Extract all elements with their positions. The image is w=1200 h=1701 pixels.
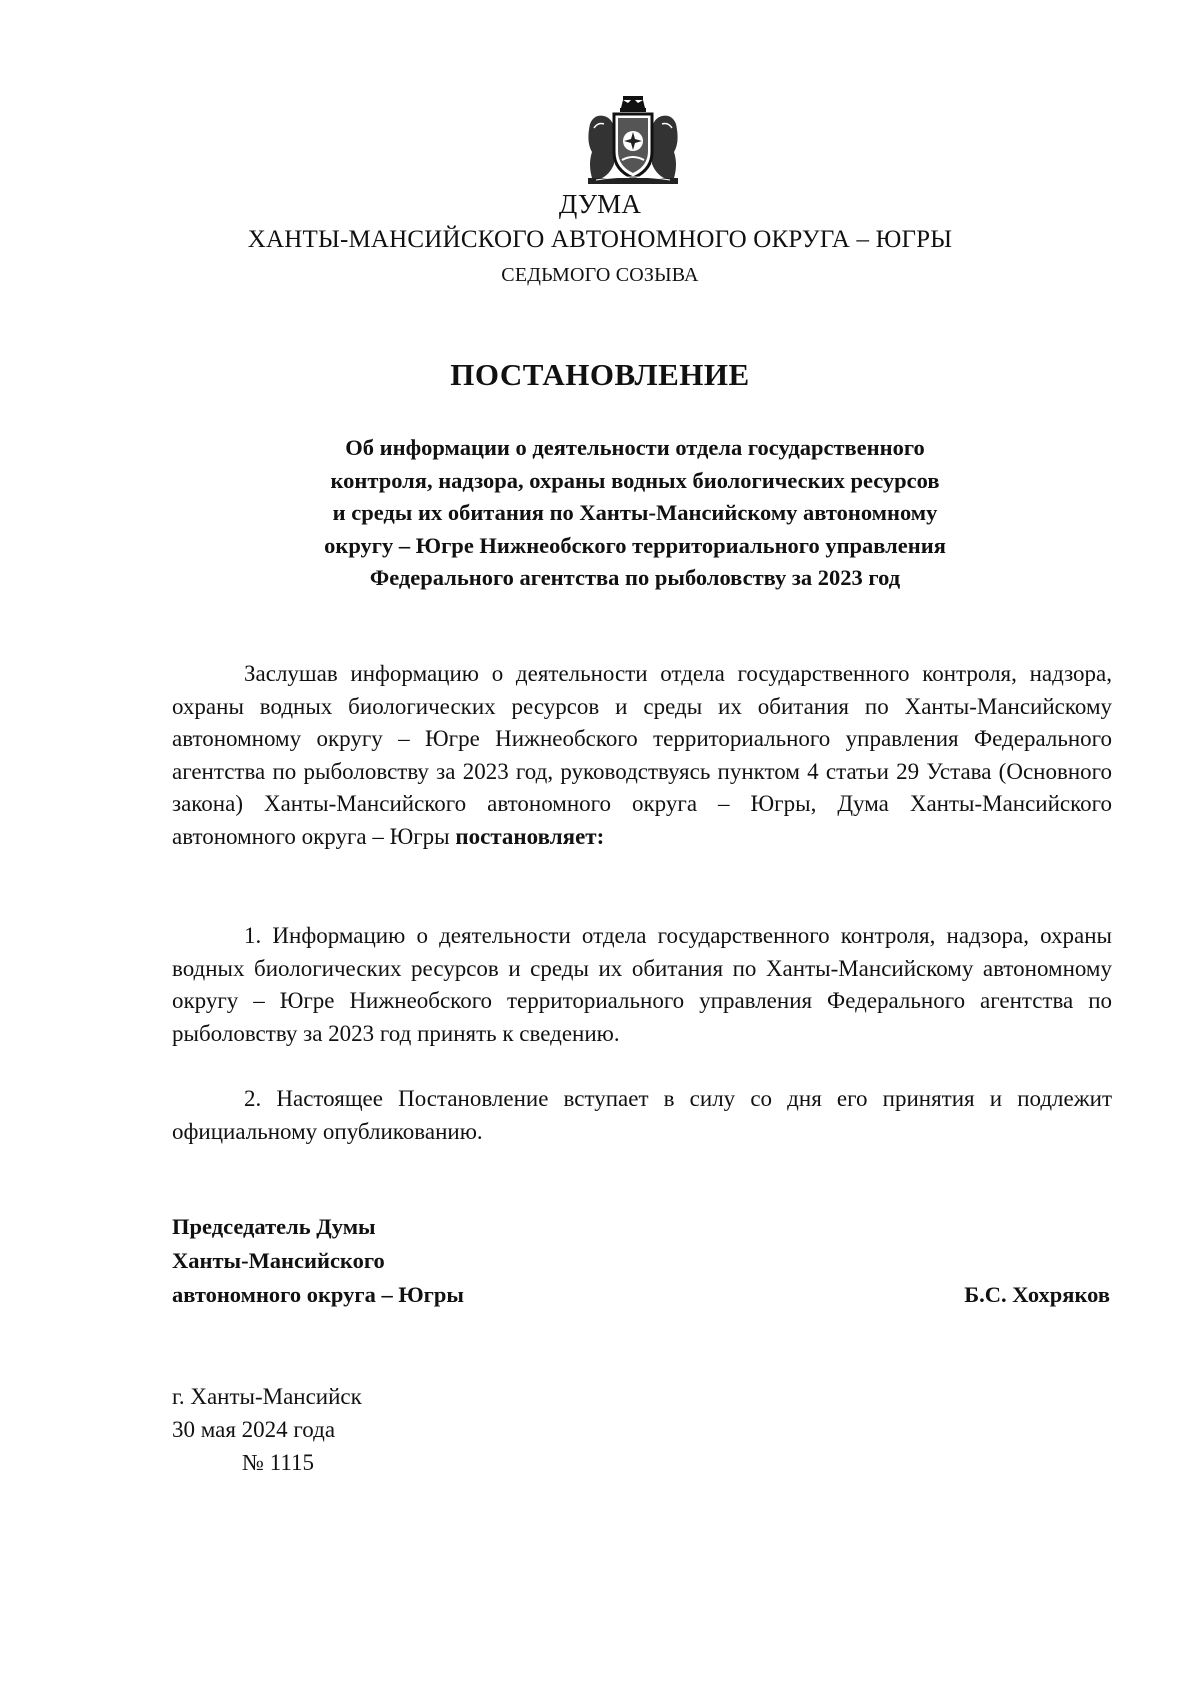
coat-of-arms-icon <box>584 94 682 186</box>
subject-line: округу – Югре Нижнеобского территориального управления <box>324 532 946 558</box>
signatory-position <box>172 1210 464 1312</box>
org-name: ДУМА <box>558 189 642 219</box>
resolution-item-1: 1. Информацию о деятельности отдела государственного контроля, надзора, охраны водных биологических ресурсов и среды их обитания по Ханты-Мансийскому автономному округу – Югре Нижнеобского территориального управления Федерального агентства по рыболовству за 2023 год принять к сведению. <box>172 923 1112 1046</box>
region-name: ХАНТЫ-МАНСИЙСКОГО АВТОНОМНОГО ОКРУГА – ЮГРЫ <box>247 226 953 253</box>
document-number: № 1115 <box>242 1450 314 1475</box>
signatory-position-line: Ханты-Мансийского <box>172 1248 385 1273</box>
convocation: СЕДЬМОГО СОЗЫВА <box>501 264 699 286</box>
signatory-position-line: Председатель Думы <box>172 1214 376 1239</box>
subject-line: Об информации о деятельности отдела государственного <box>345 435 925 460</box>
subject-line: контроля, надзора, охраны водных биологических ресурсов <box>330 467 940 493</box>
document-type-heading: ПОСТАНОВЛЕНИЕ <box>450 357 750 392</box>
preamble-verb: постановляет: <box>455 823 605 849</box>
signatory-name: Б.С. Хохряков <box>964 1282 1110 1307</box>
document-subject <box>240 432 1030 595</box>
document-place: г. Ханты-Мансийск <box>172 1384 362 1409</box>
document-date: 30 мая 2024 года <box>172 1417 336 1442</box>
document-details <box>172 1380 362 1479</box>
resolution-item-2: 2. Настоящее Постановление вступает в силу со дня его принятия и подлежит официальному опубликованию. <box>172 1086 1112 1144</box>
preamble-paragraph <box>172 658 1112 853</box>
signatory-position-line: автономного округа – Югры <box>172 1282 464 1307</box>
subject-line: и среды их обитания по Ханты-Мансийскому автономному <box>332 500 938 525</box>
subject-line: Федерального агентства по рыболовству за 2023 год <box>369 565 901 590</box>
preamble-text: Заслушав информацию о деятельности отдела государственного контроля, надзора, охраны водных биологических ресурсов и среды их обитания по Ханты-Мансийскому автономному округу – Югре Нижнеобского территориального управления Федерального агентства по рыболовству за 2023 год, руководствуясь пунктом 4 статьи 29 Устава (Основного закона) Ханты-Мансийского автономного округа – Югры, Дума Ханты-Мансийского автономного округа – Югры <box>172 661 1112 849</box>
